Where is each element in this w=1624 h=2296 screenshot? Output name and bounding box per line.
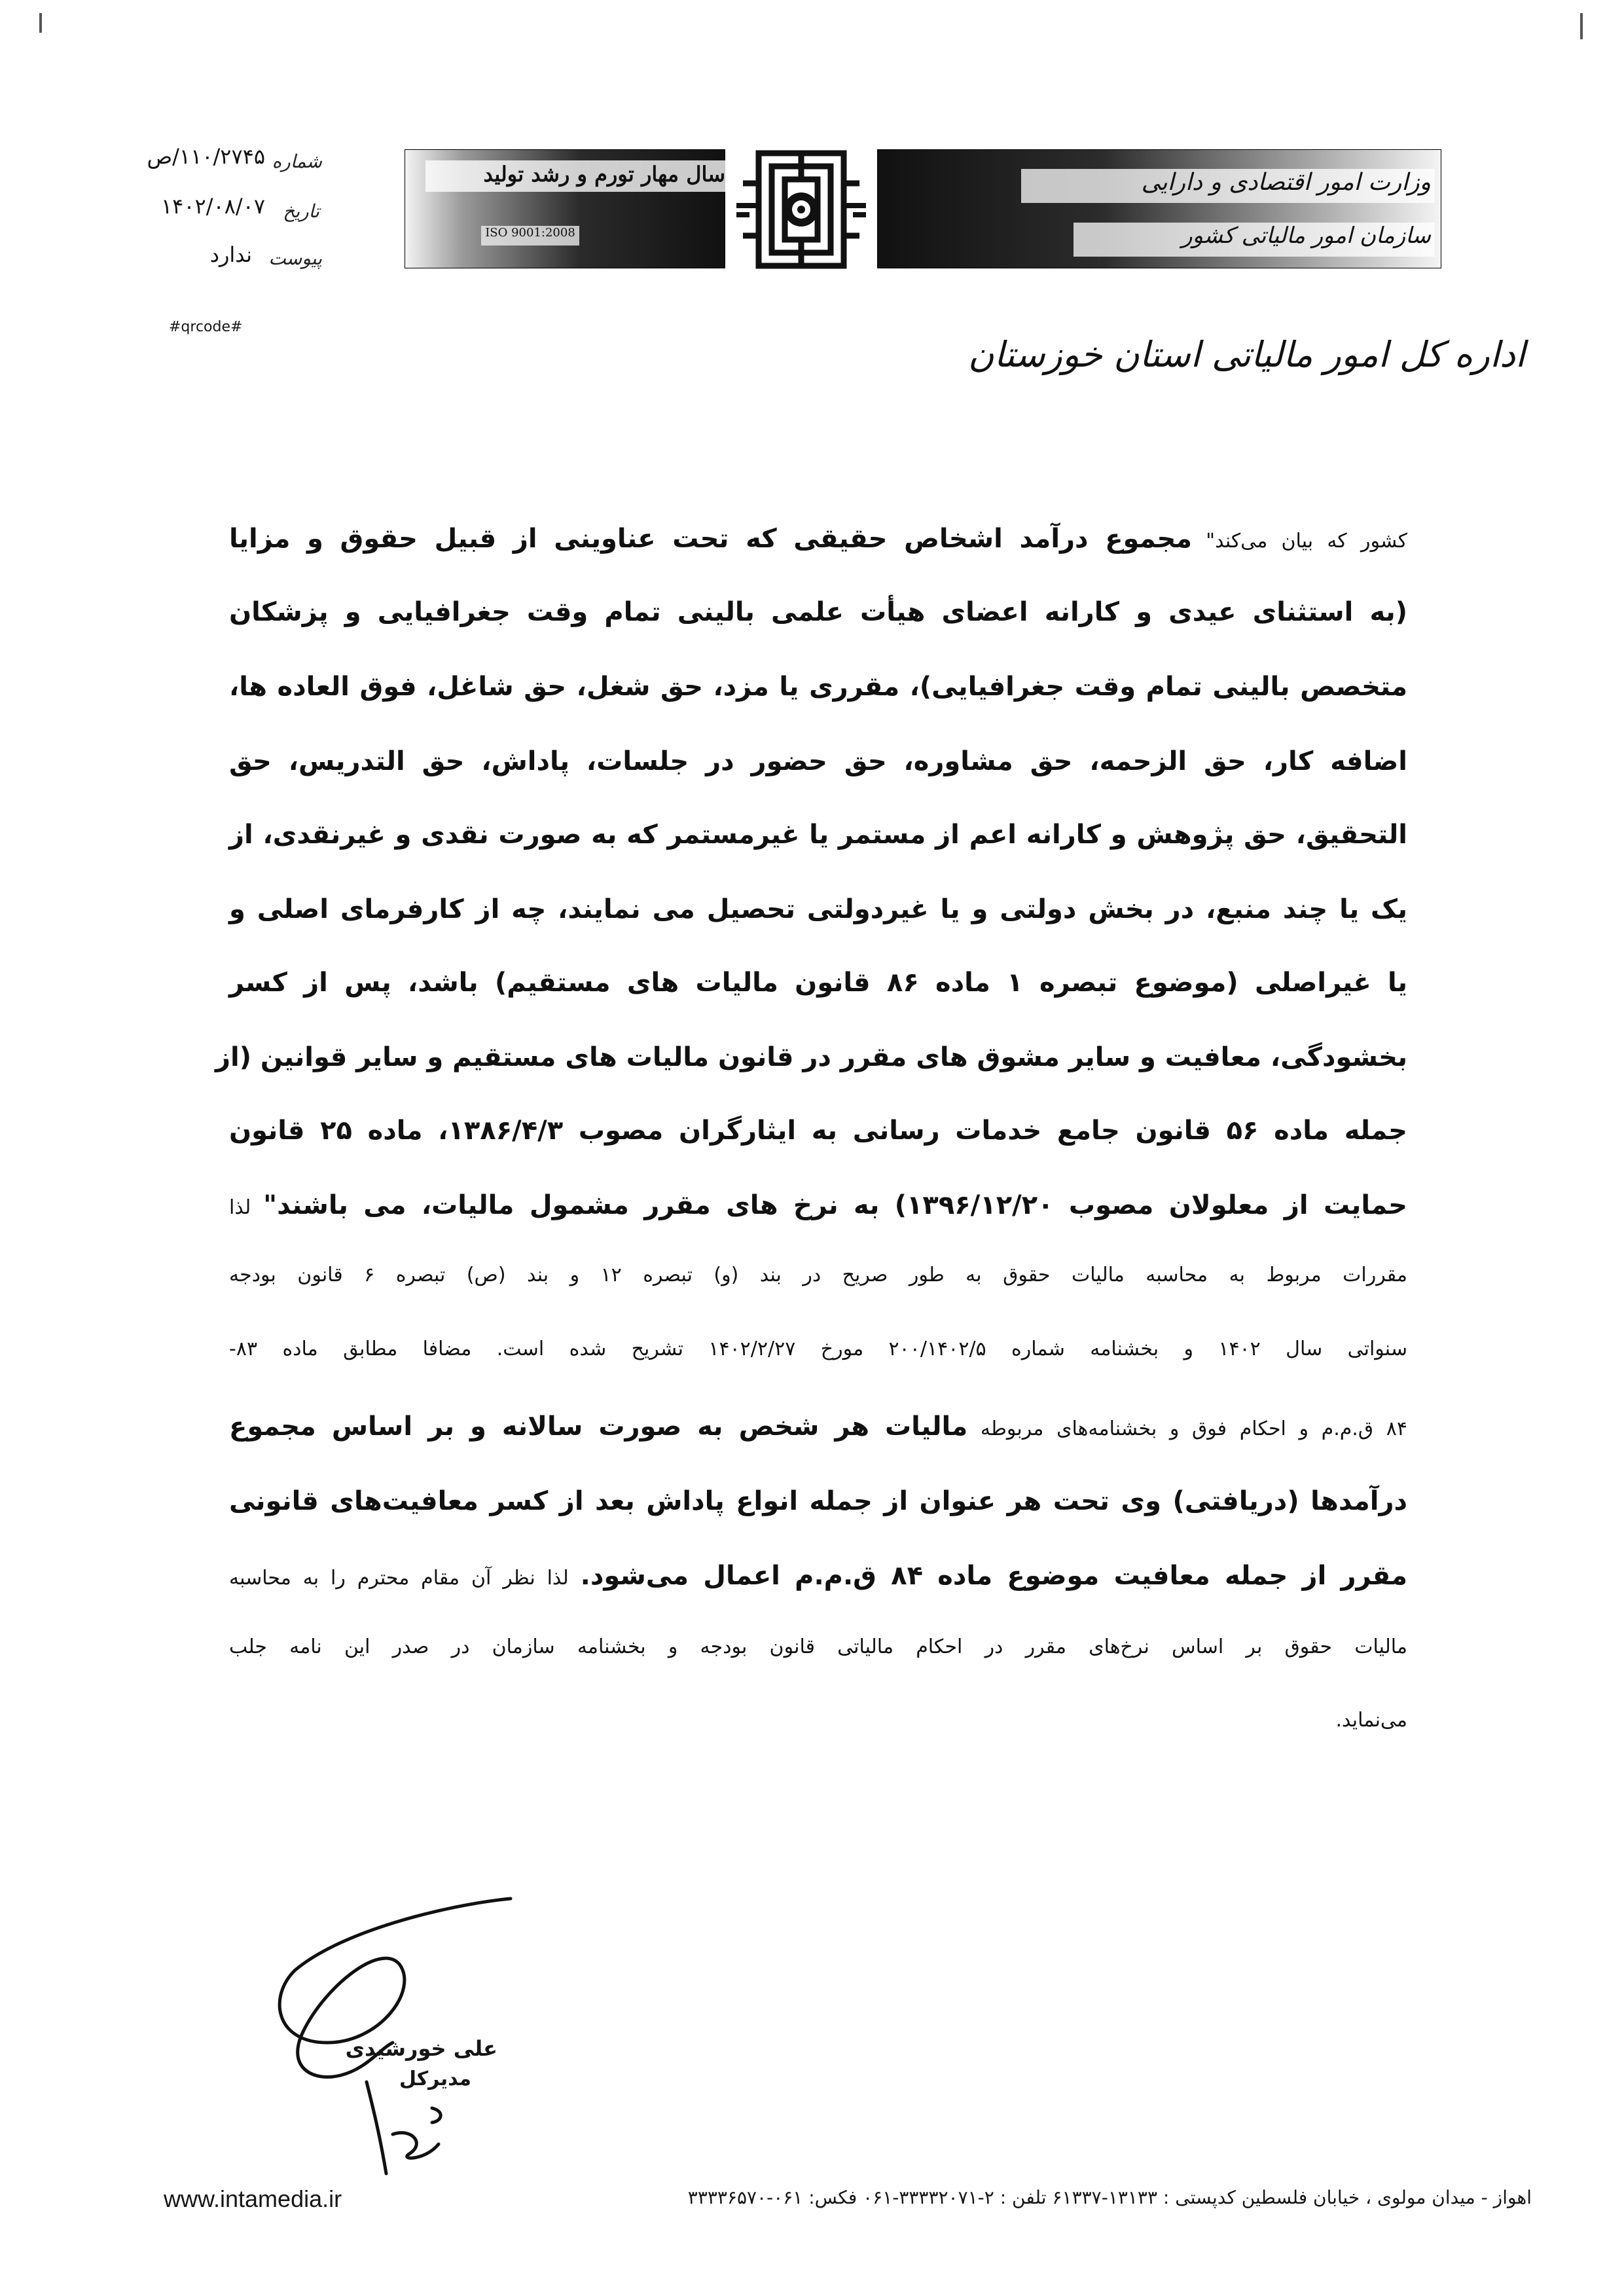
body-line bbox=[229, 524, 1407, 554]
body-text-bold: التحقیق، حق پژوهش و کارانه اعم از مستمر یا غیرمستمر که به صورت نقدی و غیرنقدی، از bbox=[229, 820, 1407, 850]
organization-name: سازمان امور مالیاتی کشور bbox=[1074, 223, 1435, 257]
body-line bbox=[229, 1190, 1407, 1220]
letterhead-slogan: سال مهار تورم و رشد تولید bbox=[425, 160, 731, 192]
body-text: ۸۴ ق.م.م و احکام فوق و بخشنامه‌های مربوطه bbox=[967, 1417, 1407, 1440]
body-line bbox=[229, 597, 1407, 627]
body-text: لذا bbox=[229, 1196, 264, 1219]
body-text-bold: یک یا چند منبع، در بخش دولتی و یا غیردولتی تحصیل می نمایند، چه از کارفرمای اصلی و bbox=[229, 894, 1407, 924]
body-line bbox=[229, 1561, 1407, 1591]
body-text-bold: مقرر از جمله معافیت موضوع ماده ۸۴ ق.م.م اعمال می‌شود. bbox=[580, 1561, 1407, 1591]
signatory-title: مدیرکل bbox=[399, 2068, 471, 2090]
body-line bbox=[215, 1042, 1407, 1072]
body-text-bold: مجموع درآمد اشخاص حقیقی که تحت عناوینی از قبیل حقوق و مزایا bbox=[229, 524, 1193, 554]
body-text: سنواتی سال ۱۴۰۲ و بخشنامه شماره ۲۰۰/۱۴۰۲/۵ مورخ ۱۴۰۲/۲/۲۷ تشریح شده است. مضافا مطابق ماده ۸۳- bbox=[229, 1338, 1407, 1360]
body-line bbox=[229, 1338, 1407, 1360]
scan-mark-right bbox=[1580, 13, 1583, 39]
scan-mark-left bbox=[39, 13, 42, 33]
body-line bbox=[229, 1116, 1407, 1146]
attachment-value: ندارد bbox=[209, 242, 252, 267]
body-line bbox=[229, 1635, 1407, 1658]
body-line bbox=[229, 672, 1407, 702]
body-text-bold: متخصص بالینی تمام وقت جغرافیایی)، مقرری یا مزد، حق شغل، حق شاغل، فوق العاده ها، bbox=[229, 672, 1407, 702]
body-text-bold: اضافه کار، حق الزحمه، حق مشاوره، حق حضور در جلسات، پاداش، حق التدریس، حق bbox=[229, 746, 1407, 776]
body-text-bold: درآمدها (دریافتی) وی تحت هر عنوان از جمله انواع پاداش بعد از کسر معافیت‌های قانونی bbox=[229, 1486, 1407, 1516]
organization-emblem-icon bbox=[730, 144, 873, 275]
body-line bbox=[229, 894, 1407, 924]
office-title: اداره کل امور مالیاتی استان خوزستان bbox=[967, 334, 1525, 375]
iso-badge: ISO 9001:2008 bbox=[481, 226, 579, 246]
body-text-bold: حمایت از معلولان مصوب ۱۳۹۶/۱۲/۲۰) به نرخ های مقرر مشمول مالیات، می باشند" bbox=[263, 1190, 1407, 1220]
date-label: تاریخ bbox=[283, 200, 319, 222]
letter-date: ۱۴۰۲/۰۸/۰۷ bbox=[160, 194, 265, 219]
body-text-bold: جمله ماده ۵۶ قانون جامع خدمات رسانی به ایثارگران مصوب ۱۳۸۶/۴/۳، ماده ۲۵ قانون bbox=[229, 1116, 1407, 1146]
number-label: شماره bbox=[272, 151, 322, 172]
body-line bbox=[229, 1486, 1407, 1516]
qrcode-placeholder: #qrcode# bbox=[169, 319, 243, 335]
letter-number: ۱۱۰/۲۷۴۵/ص bbox=[147, 144, 265, 169]
body-text-bold: بخشودگی، معافیت و سایر مشوق های مقرر در قانون مالیات های مستقیم و سایر قوانین (از bbox=[215, 1042, 1407, 1072]
footer-address: اهواز - میدان مولوی ، خیابان فلسطین کدپستی : ۱۳۱۳۳-۶۱۳۳۷ تلفن : ۲-۳۳۳۳۲۰۷۱-۰۶۱ فکس: ۰۶۱-۳۳۳۳۶۵۷۰ bbox=[687, 2187, 1532, 2208]
body-line bbox=[229, 746, 1407, 776]
body-line bbox=[229, 1264, 1407, 1286]
body-text-bold: مالیات هر شخص به صورت سالانه و بر اساس مجموع bbox=[229, 1412, 968, 1442]
body-text-bold: (به استثنای عیدی و کارانه اعضای هیأت علمی بالینی تمام وقت جغرافیایی و پزشکان bbox=[229, 597, 1407, 627]
body-line bbox=[229, 1412, 1407, 1442]
body-text: مالیات حقوق بر اساس نرخ‌های مقرر در احکام مالیاتی قانون بودجه و بخشنامه سازمان در صدر این نامه جلب bbox=[229, 1635, 1407, 1658]
website-watermark: www.intamedia.ir bbox=[164, 2185, 342, 2212]
body-line bbox=[229, 820, 1407, 850]
body-text: کشور که بیان می‌کند" bbox=[1192, 530, 1408, 553]
body-text-bold: یا غیراصلی (موضوع تبصره ۱ ماده ۸۶ قانون مالیات های مستقیم) باشد، پس از کسر bbox=[229, 968, 1407, 998]
body-text: مقررات مربوط به محاسبه مالیات حقوق به طور صریح در بند (و) تبصره ۱۲ و بند (ص) تبصره ۶ قانون بودجه bbox=[229, 1264, 1407, 1286]
attachment-label: پیوست bbox=[268, 247, 322, 269]
ministry-name: وزارت امور اقتصادی و دارایی bbox=[1021, 169, 1435, 203]
body-line bbox=[229, 1709, 1407, 1732]
body-line bbox=[229, 968, 1407, 998]
body-text: می‌نماید. bbox=[1335, 1709, 1407, 1732]
body-text: لذا نظر آن مقام محترم را به محاسبه bbox=[229, 1567, 581, 1590]
signatory-name: علی خورشیدی bbox=[345, 2036, 497, 2061]
